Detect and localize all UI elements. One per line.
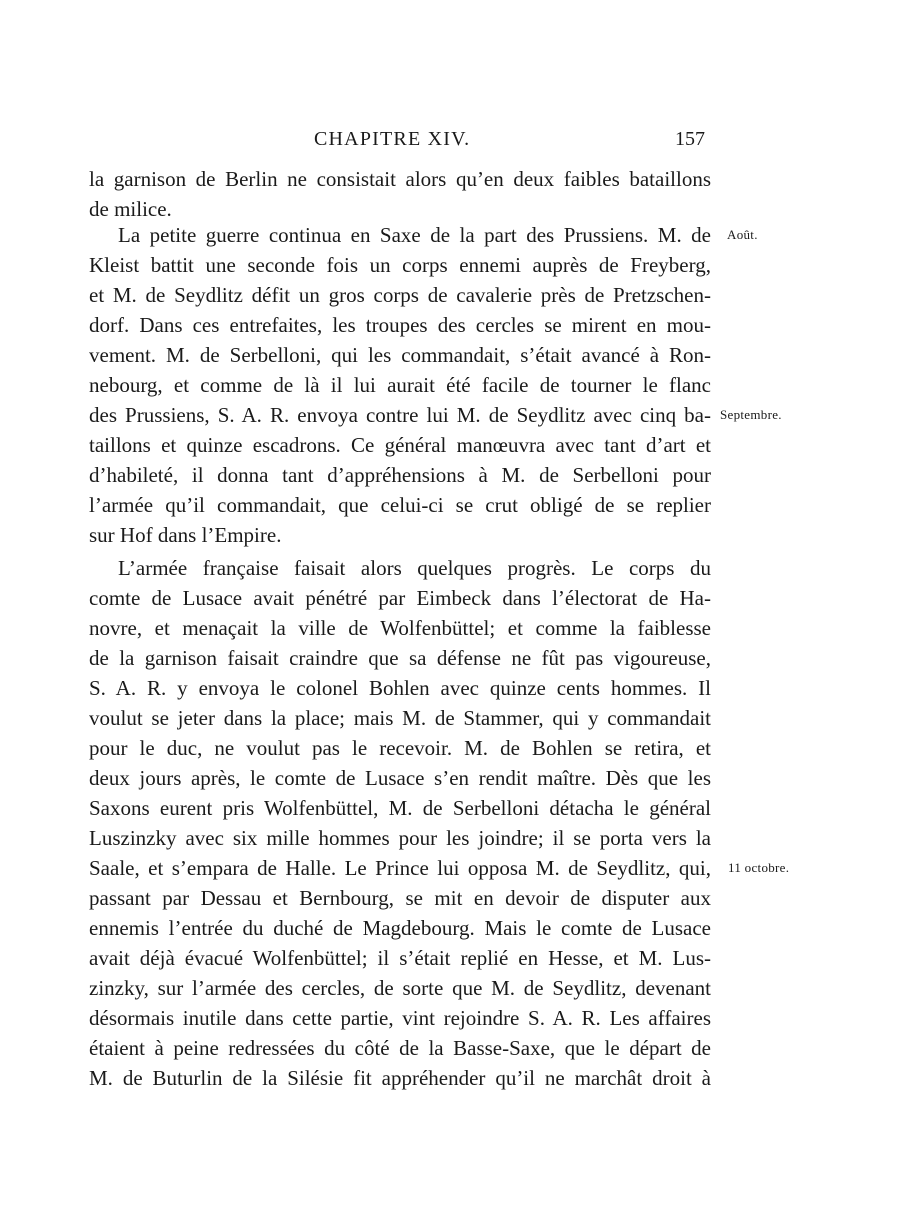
text-line: désormais inutile dans cette partie, vint rejoindre S. A. R. Les affaires [89, 1006, 711, 1030]
chapter-title: CHAPITRE XIV. [314, 128, 471, 150]
text-line: zinzky, sur l’armée des cercles, de sorte que M. de Seydlitz, devenant [89, 976, 711, 1000]
text-line: taillons et quinze escadrons. Ce général manœuvra avec tant d’art et [89, 433, 711, 457]
text-line: de milice. [89, 197, 172, 221]
text-line: La petite guerre continua en Saxe de la part des Prussiens. M. de [118, 223, 711, 247]
text-line: Kleist battit une seconde fois un corps ennemi auprès de Freyberg, [89, 253, 711, 277]
text-line: passant par Dessau et Bernbourg, se mit en devoir de disputer aux [89, 886, 711, 910]
text-line: d’habileté, il donna tant d’appréhensions à M. de Serbelloni pour [89, 463, 711, 487]
running-head [0, 128, 900, 158]
text-line: l’armée qu’il commandait, que celui-ci se crut obligé de se replier [89, 493, 711, 517]
text-line: Luszinzky avec six mille hommes pour les joindre; il se porta vers la [89, 826, 711, 850]
text-line: deux jours après, le comte de Lusace s’en rendit maître. Dès que les [89, 766, 711, 790]
text-line: Saxons eurent pris Wolfenbüttel, M. de Serbelloni détacha le général [89, 796, 711, 820]
margin-note-date: 11 octobre. [728, 860, 790, 875]
text-line: comte de Lusace avait pénétré par Eimbeck dans l’électorat de Ha- [89, 586, 711, 610]
text-line: Saale, et s’empara de Halle. Le Prince lui opposa M. de Seydlitz, qui, [89, 856, 711, 880]
text-line: M. de Buturlin de la Silésie fit appréhender qu’il ne marchât droit à [89, 1066, 711, 1090]
text-line: S. A. R. y envoya le colonel Bohlen avec quinze cents hommes. Il [89, 676, 711, 700]
text-line: étaient à peine redressées du côté de la Basse-Saxe, que le départ de [89, 1036, 711, 1060]
text-line: L’armée française faisait alors quelques progrès. Le corps du [118, 556, 711, 580]
text-line: ennemis l’entrée du duché de Magdebourg. Mais le comte de Lusace [89, 916, 711, 940]
text-line: avait déjà évacué Wolfenbüttel; il s’était replié en Hesse, et M. Lus- [89, 946, 711, 970]
text-line: et M. de Seydlitz défit un gros corps de cavalerie près de Pretzschen- [89, 283, 711, 307]
page-number: 157 [675, 128, 705, 150]
margin-note-date: Septembre. [720, 407, 782, 422]
text-line: pour le duc, ne voulut pas le recevoir. M. de Bohlen se retira, et [89, 736, 711, 760]
text-line: de la garnison faisait craindre que sa défense ne fût pas vigoureuse, [89, 646, 711, 670]
text-line: dorf. Dans ces entrefaites, les troupes des cercles se mirent en mou- [89, 313, 711, 337]
margin-note-date: Août. [727, 227, 758, 242]
text-line: des Prussiens, S. A. R. envoya contre lui M. de Seydlitz avec cinq ba- [89, 403, 711, 427]
text-line: voulut se jeter dans la place; mais M. de Stammer, qui y commandait [89, 706, 711, 730]
text-line: la garnison de Berlin ne consistait alors qu’en deux faibles bataillons [89, 167, 711, 191]
text-line: novre, et menaçait la ville de Wolfenbüttel; et comme la faiblesse [89, 616, 711, 640]
text-line: vement. M. de Serbelloni, qui les commandait, s’était avancé à Ron- [89, 343, 711, 367]
text-line: nebourg, et comme de là il lui aurait été facile de tourner le flanc [89, 373, 711, 397]
text-line: sur Hof dans l’Empire. [89, 523, 282, 547]
